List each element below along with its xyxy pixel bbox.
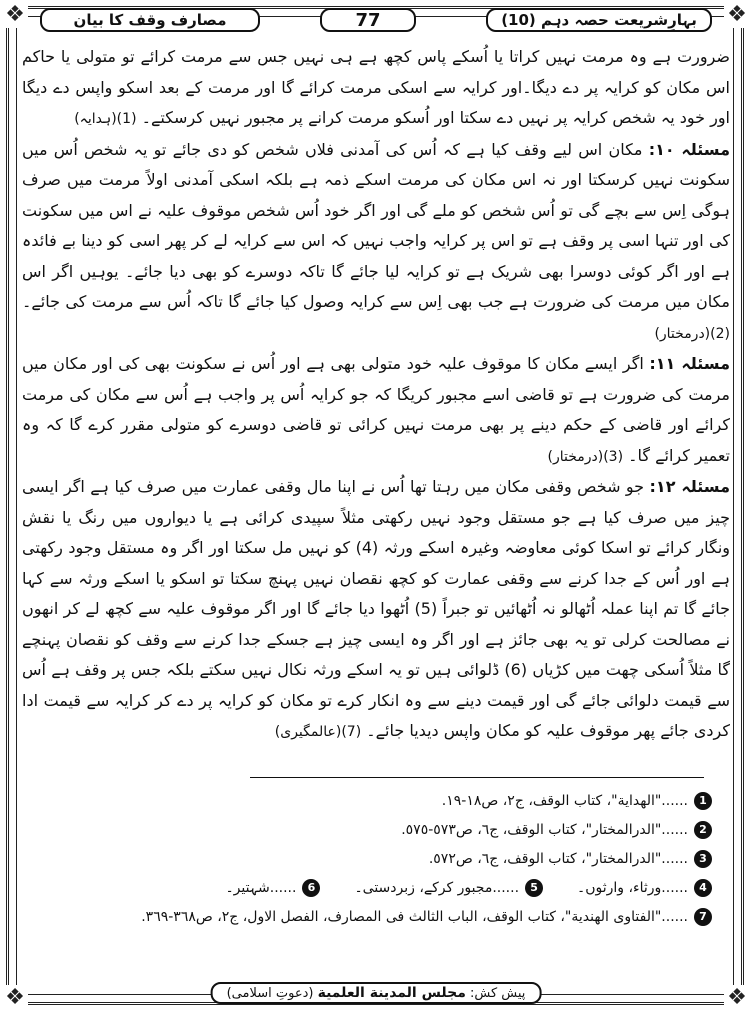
footnote-number: 1	[694, 792, 712, 810]
paragraph	[22, 349, 730, 472]
footnote-text: ......مجبور کرکے، زبردستی۔	[354, 879, 520, 896]
publisher-footer	[211, 982, 542, 1004]
book-title: بہارِشریعت حصہ دہم (10)	[486, 8, 712, 32]
footnotes	[40, 786, 712, 931]
footnote-item	[40, 815, 712, 844]
footnote-reference: (2)(درمختار)	[654, 325, 730, 342]
paragraph	[22, 472, 730, 748]
paragraph	[22, 135, 730, 350]
footnote-item	[577, 879, 712, 897]
footer-org: مجلس المدينة العلمية	[317, 985, 466, 1001]
footnote-reference: (7)(عالمگیری)	[274, 724, 362, 740]
footnote-text: ......"الهداية"، كتاب الوقف، ج٢، ص١٨-١٩.	[441, 792, 688, 809]
footnote-item	[40, 844, 712, 873]
ornament-corner-icon: ❖	[2, 985, 28, 1011]
footnote-item	[225, 879, 320, 897]
ornament-corner-icon: ❖	[724, 2, 750, 28]
footnote-text: ......شہتیر۔	[225, 879, 297, 896]
footer-prefix: پیش کش:	[470, 986, 526, 1001]
masala-label: مسئلہ ۱۲:	[649, 477, 730, 496]
footnote-item	[40, 902, 712, 931]
footnote-number: 2	[694, 821, 712, 839]
paragraph-text: ضرورت ہے وہ مرمت نہیں کراتا یا اُسکے پاس کچھ ہے ہی نہیں جس سے مرمت کرائے تو متولی یا حاکم اس مکان کو کرایہ پر دے دیگا۔اور کرایہ سے اسکی مرمت کرائے گا اور مرمت کے بعد اسکو واپس دے دیگا اور خود یہ شخص کرایہ پر نہیں دے سکتا اور اُسکو مرمت کرانے پر مجبور نہیں کرسکتے۔	[22, 47, 730, 127]
paragraph-text: اگر ایسے مکان کا موقوف علیہ خود متولی بھی ہے اور اُس نے سکونت بھی کی اور مکان میں مرمت کی ضرورت ہے تو قاضی اسے مجبور کریگا کہ جو کرایہ اُس پر واجب ہے اُس سے مکان کی مرمت کرائے اور قاضی کے حکم دینے پر بھی مرمت نہیں کرائی تو قاضی دوسرے کو متولی مقرر کرے گا کہ وہ تعمیر کرائے گا۔	[22, 354, 730, 465]
footnote-number: 7	[694, 908, 712, 926]
paragraph	[22, 42, 730, 135]
main-text	[22, 42, 730, 748]
footnote-item	[40, 786, 712, 815]
footnote-text: ......ورثاء، وارثوں۔	[577, 879, 688, 896]
footer-suffix: (دعوتِ اسلامی)	[226, 986, 314, 1001]
footnote-text: ......"الفتاوى الهندية"، كتاب الوقف، الباب الثالث فى المصارف، الفصل الاول، ج٢، ص٣٦٨-٣٦٩.	[141, 908, 688, 925]
footnote-text: ......"الدرالمختار"، كتاب الوقف، ج٦، ص٥٧٢.	[428, 850, 688, 867]
footnote-divider	[250, 777, 704, 778]
footnote-number: 3	[694, 850, 712, 868]
footnote-number: 6	[302, 879, 320, 897]
page-header	[40, 8, 712, 34]
footnote-item	[354, 879, 543, 897]
footnote-reference: (3)(درمختار)	[547, 448, 624, 465]
paragraph-text: جو شخص وقفی مکان میں رہتا تھا اُس نے اپنا مال وقفی عمارت میں صرف کیا ہے اگر ایسی چیز میں صرف کیا ہے جو مستقل وجود نہیں رکھتی مثلاً سپیدی کرائی ہے یا دیواروں میں رنگ یا نقش ونگار کرائے تو اسکا کوئی معاوضہ وغیرہ اسکے ورثہ (4) کو نہیں مل سکتا اور اگر وہ مستقل وجود رکھتی ہے اور اُس کے جدا کرنے سے وقفی عمارت کو کچھ نقصان نہیں پہنچ سکتا تو اسکو یا اسکے ورثہ سے کہا جائے گا تم اپنا عملہ اُٹھالو نہ اُٹھائیں تو جبراً (5) اُٹھوا دیا جائے گا اور اگر موقوف علیہ سے کچھ لے کر انھوں نے مصالحت کرلی تو یہ بھی جائز ہے اور اگر وہ ایسی چیز ہے جسکے جدا کرنے سے وقف کو نقصان پہنچے گا مثلاً اُسکی چھت میں کڑیاں (6) ڈلوائی ہیں تو یہ اسکے ورثہ نکال نہیں سکتے بلکہ جس پر وقف ہے اُس سے قیمت دلوائی جائے گی اور قیمت دینے سے وہ انکار کرے تو مکان کو کرایہ پر دے کر کرایہ سے قیمت ادا کردی جائے پھر موقوف علیہ کو مکان واپس دیدیا جائے۔	[22, 477, 731, 740]
footnote-number: 4	[694, 879, 712, 897]
footnote-row	[40, 873, 712, 902]
ornament-corner-icon: ❖	[2, 2, 28, 28]
masala-label: مسئلہ ۱۰:	[648, 139, 730, 159]
chapter-title: مصارف وقف کا بیان	[40, 8, 260, 32]
page-number: 77	[320, 8, 416, 32]
footnote-reference: (1)(ہدایہ)	[74, 111, 137, 127]
masala-label: مسئلہ ۱۱:	[649, 354, 730, 373]
ornament-corner-icon: ❖	[724, 985, 750, 1011]
footnote-number: 5	[525, 879, 543, 897]
paragraph-text: مکان اس لیے وقف کیا ہے کہ اُس کی آمدنی فلاں شخص کو دی جائے تو یہ شخص اُس میں سکونت نہیں کرسکتا اور نہ اس مکان کی مرمت اسکے ذمہ ہے بلکہ اسکی آمدنی اولاً مرمت میں صرف ہوگی اِس سے بچے گی تو اُس شخص کو ملے گی اور اگر خود اُس شخص موقوف علیہ نے اس میں سکونت کی اور تنہا اسی پر وقف ہے تو اس پر کرایہ واجب نہیں کہ اس سے کرایہ لے کر پھر اسی کو دینا بے فائدہ ہے اور اگر کوئی دوسرا بھی شریک ہے تو کرایہ لیا جائے گا تاکہ دوسرے کو بھی دیا جائے۔ یوہیں اگر اس مکان میں مرمت کی ضرورت ہے جب بھی اِس سے کرایہ وصول کیا جائے گا تاکہ اُس سے مرمت کی جائے۔	[22, 139, 730, 311]
footnote-text: ......"الدرالمختار"، كتاب الوقف، ج٦، ص٥٧٣-٥٧٥.	[401, 821, 688, 838]
